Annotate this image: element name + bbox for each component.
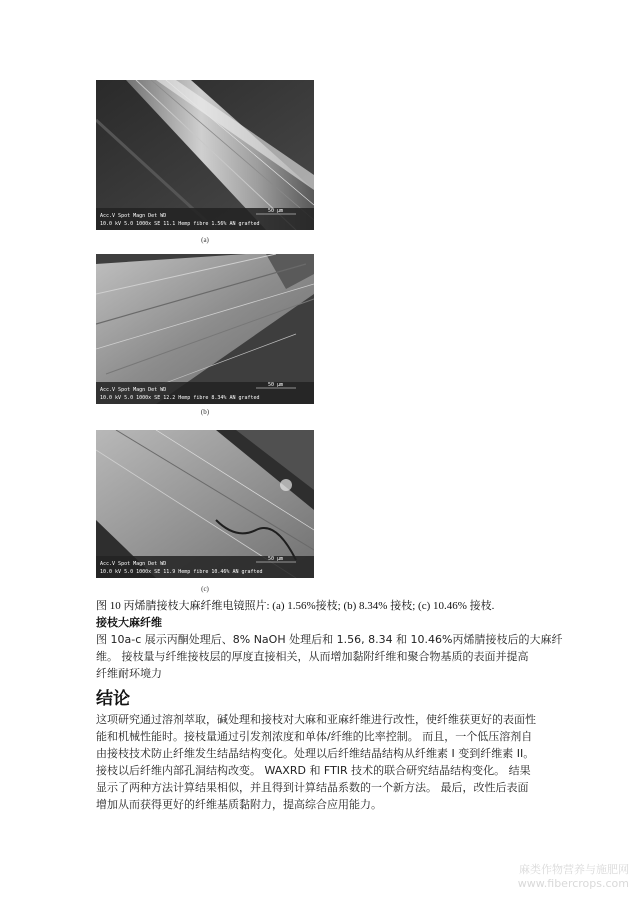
figure-label-c: (c)	[201, 585, 209, 593]
sem-image-b	[96, 254, 314, 404]
watermark-title: 麻类作物营养与施肥网	[519, 863, 629, 876]
paragraph-line: 接枝以后纤维内部孔洞结构改变。 WAXRD 和 FTIR 技术的联合研究结晶结构变化。 结果	[96, 764, 531, 777]
conclusion-paragraph	[96, 711, 556, 813]
sem-scale-c: 50 μm	[268, 556, 284, 562]
sem-values-c: 10.0 kV 5.0 1000x SE 11.9 Hemp fibre 10.46% AN grafted	[100, 569, 263, 575]
paragraph-line: 纤维耐环境力	[96, 667, 162, 680]
section-heading-grafting: 接枝大麻纤维	[96, 616, 162, 629]
paragraph-line: 增加从而获得更好的纤维基质黏附力，提高综合应用能力。	[96, 798, 382, 811]
paragraph-line: 这项研究通过溶剂萃取，碱处理和接枝对大麻和亚麻纤维进行改性，使纤维获更好的表面性	[96, 713, 536, 726]
section-heading-conclusion: 结论	[96, 689, 130, 709]
paragraph-line: 维。 接枝量与纤维接枝层的厚度直接相关，从而增加黏附纤维和聚合物基质的表面并提高	[96, 650, 529, 663]
sem-header-a: Acc.V Spot Magn Det WD	[100, 213, 167, 219]
sem-scale-b: 50 μm	[268, 382, 284, 388]
grafting-paragraph	[96, 631, 563, 682]
paragraph-line: 能和机械性能时。接枝量通过引发剂浓度和单体/纤维的比率控制。 而且，一个低压溶剂自	[96, 730, 533, 743]
sem-values-a: 10.0 kV 5.0 1000x SE 11.1 Hemp fibre 1.56% AN grafted	[100, 221, 260, 227]
sem-header-c: Acc.V Spot Magn Det WD	[100, 561, 167, 567]
sem-header-b: Acc.V Spot Magn Det WD	[100, 387, 167, 393]
watermark-url: www.fibercrops.com	[517, 877, 629, 890]
paragraph-line: 图 10a-c 展示丙酮处理后、8% NaOH 处理后和 1.56, 8.34 和 10.46%丙烯腈接枝后的大麻纤	[96, 633, 563, 646]
figure-label-b: (b)	[200, 408, 210, 416]
sem-scale-a: 50 μm	[268, 208, 284, 214]
paragraph-line: 显示了两种方法计算结果相似，并且得到计算结晶系数的一个新方法。 最后，改性后表面	[96, 781, 529, 794]
sem-values-b: 10.0 kV 5.0 1000x SE 12.2 Hemp fibre 8.34% AN grafted	[100, 395, 260, 401]
paragraph-line: 由接枝技术防止纤维发生结晶结构变化。处理以后纤维结晶结构从纤维素 I 变到纤维素 II。	[96, 747, 535, 760]
sem-image-c	[96, 430, 314, 578]
watermark	[518, 863, 629, 891]
figure-label-a: (a)	[201, 236, 209, 244]
figure-caption: 图 10 丙烯腈接枝大麻纤维电镜照片: (a) 1.56%接枝; (b) 8.34% 接枝; (c) 10.46% 接枝.	[96, 600, 495, 612]
sem-image-a	[96, 80, 314, 230]
